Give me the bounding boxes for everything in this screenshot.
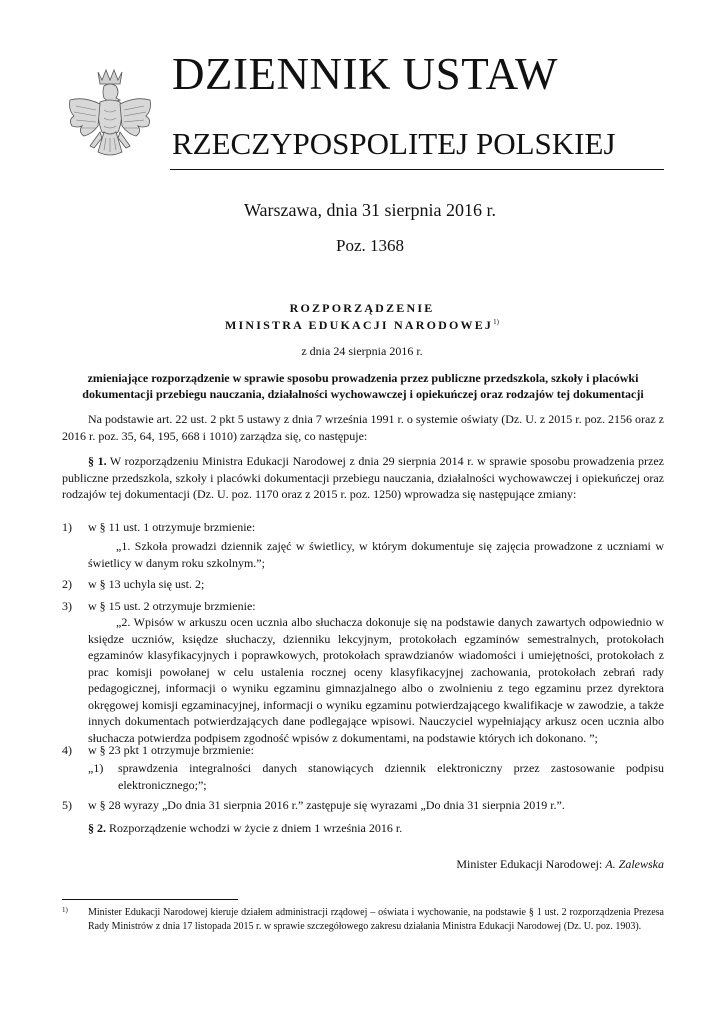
footnote-number: 1) [62, 906, 68, 914]
section-1: § 1. W rozporządzeniu Ministra Edukacji Narodowej z dnia 29 sierpnia 2014 r. w sprawie sposobu prowadzenia przez publiczne przedszkola, szkoły i placówki dokumentacji przebiegu nauczania, działalności wychowawczej i opiekuńczej oraz rodzajów tej dokumentacji (Dz. U. poz. 1170 oraz z 2015 r. poz. 1250) wprowadza się następujące zmiany: [62, 454, 665, 501]
header-divider [170, 169, 664, 170]
journal-title: DZIENNIK USTAW [172, 49, 558, 99]
list-item: 5) w § 28 wyrazy „Do dnia 31 sierpnia 2016 r.” zastępuje się wyrazami „Do dnia 31 sierpnia 2019 r.”. [62, 798, 565, 812]
polish-eagle-emblem-icon [64, 66, 156, 170]
position-number: Poz. 1368 [336, 236, 404, 255]
footnote-text: Minister Edukacji Narodowej kieruje działem administracji rządowej – oświata i wychowanie, na podstawie § 1 ust. 2 rozporządzenia Prezesa Rady Ministrów z dnia 17 listopada 2015 r. w sprawie szczegółowego zakresu działania Ministra Edukacji Narodowej (Dz. U. poz. 1903). [88, 907, 664, 932]
list-item: 4) w § 23 pkt 1 otrzymuje brzmienie: [62, 743, 254, 757]
footnote [62, 906, 664, 950]
preamble: Na podstawie art. 22 ust. 2 pkt 5 ustawy z dnia 7 września 1991 r. o systemie oświaty (Dz. U. z 2015 r. poz. 2156 oraz z 2016 r. poz. 35, 64, 195, 668 i 1010) zarządza się, co następuje: [62, 412, 664, 443]
signatory-name: A. Zalewska [605, 857, 664, 871]
footnote-divider [62, 899, 238, 900]
list-item: 1) w § 11 ust. 1 otrzymuje brzmienie: [62, 520, 256, 534]
section-2: § 2. Rozporządzenie wchodzi w życie z dniem 1 września 2016 r. [88, 821, 403, 835]
list-item: 2) w § 13 uchyla się ust. 2; [62, 577, 205, 591]
act-subject: zmieniające rozporządzenie w sprawie sposobu prowadzenia przez publiczne przedszkola, szkoły i placówki dokumentacji przebiegu nauczania, działalności wychowawczej i opiekuńczej oraz rodzajów tej dokumentacji [82, 371, 644, 401]
section-2-label: § 2. [88, 821, 106, 835]
item-3-quote: „2. Wpisów w arkuszu ocen ucznia albo słuchacza dokonuje się na podstawie danych zawartych odpowiednio w księdze uczniów, księdze słuchaczy, dzienniku lekcyjnym, protokołach egzaminów semestralnych, protokołach egzaminów klasyfikacyjnych i poprawkowych, protokołach sprawdzianów wiadomości i umiejętności, protokołach z prac komisji powołanej w celu ustalenia rocznej oceny klasyfikacyjnej zachowania, protokołach zebrań rady pedagogicznej, informacji o wyniku egzaminu gimnazjalnego albo o zwolnieniu z tego egzaminu przez dyrektora okręgowej komisji egzaminacyjnej, informacji o wyniku egzaminu potwierdzającego kwalifikacje w zawodzie, a także innych dokumentach potwierdzających dane podlegające wpisowi. Nauczyciel wypełniający arkusz ocen ucznia albo słuchacza potwierdza podpisem zgodność wpisów z dokumentami, na podstawie których ich dokonano. ”; [88, 615, 664, 745]
publication-date: Warszawa, dnia 31 sierpnia 2016 r. [244, 200, 496, 220]
list-item: 3) w § 15 ust. 2 otrzymuje brzmienie: [62, 599, 256, 613]
act-issuer: MINISTRA EDUKACJI NARODOWEJ$^{1)}$ [225, 318, 499, 332]
act-type: ROZPORZĄDZENIE [289, 301, 435, 315]
item-4-subpoint: „1) sprawdzenia integralności danych stanowiących dziennik elektroniczny przez zastosowanie podpisu elektronicznego;”; [88, 761, 664, 792]
item-1-quote: „1. Szkoła prowadzi dziennik zajęć w świetlicy, w którym dokumentuje się zajęcia prowadzone z uczniami w świetlicy w danym roku szkolnym.”; [88, 539, 664, 570]
section-1-label: § 1. [88, 454, 107, 468]
journal-subtitle: RZECZYPOSPOLITEJ POLSKIEJ [172, 126, 616, 161]
act-date: z dnia 24 sierpnia 2016 r. [301, 344, 423, 358]
signature: Minister Edukacji Narodowej: A. Zalewska [456, 857, 664, 871]
footnote-ref: 1) [493, 318, 499, 326]
